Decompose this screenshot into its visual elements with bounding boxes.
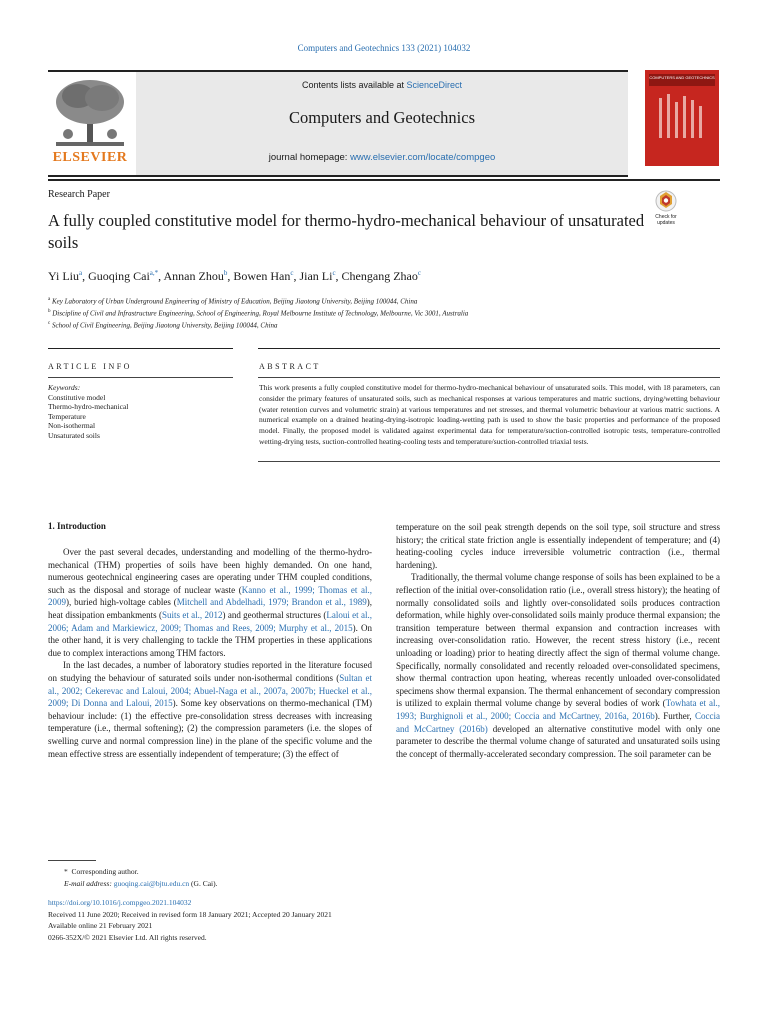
author[interactable]: Bowen Han$^c$, <box>233 269 300 283</box>
publisher-name: ELSEVIER <box>52 150 128 165</box>
contents-prefix: Contents lists available at <box>301 80 407 90</box>
homepage-prefix: journal homepage: <box>268 152 351 163</box>
text-run: Over the past several decades, understanding and modelling of the thermo-hydro-mechanical (THM) properties of soils have been highly demanded. On one hand, numerous geotechnical engineering cases are operating under THM coupled conditions, such as the disposal and storage of nuclear waste ( <box>48 547 372 595</box>
section-heading-introduction: 1. Introduction <box>48 521 106 531</box>
sciencedirect-link[interactable]: ScienceDirect <box>406 80 463 90</box>
author-list <box>48 269 421 284</box>
citation-link[interactable]: Kanno et al., 1999; Thomas et al., 2009 <box>48 584 372 608</box>
keyword: Unsaturated soils <box>48 430 100 440</box>
check-updates-label: Check for updates <box>655 214 677 226</box>
citation-link[interactable]: Towhata et al., 1993; Burghignoli et al., 2000; Coccia and McCartney, 2016a, 2016b <box>396 698 720 721</box>
citation-link[interactable]: Suits et al., 2012 <box>162 609 223 620</box>
email-label: E-mail address: <box>64 879 112 888</box>
cover-title: COMPUTERS AND GEOTECHNICS <box>649 75 715 80</box>
article-info-subrule <box>48 377 233 378</box>
keyword: Thermo-hydro-mechanical <box>48 402 129 411</box>
doi-link[interactable]: https://doi.org/10.1016/j.compgeo.2021.104032 <box>48 898 192 907</box>
corresponding-author-footnote <box>48 866 448 890</box>
homepage-line <box>136 152 628 163</box>
available-online: Available online 21 February 2021 <box>48 921 153 930</box>
journal-cover-image[interactable] <box>645 70 719 166</box>
text-run: ). Further, <box>654 710 695 721</box>
citation-link[interactable]: Sultan et al., 2002; Cekerevac and Laloui, 2004; Abuel-Naga et al., 2007a, 2007b; Hueckel et al., 2009; Di Donna and Laloui, 2015 <box>48 672 372 709</box>
affiliations <box>48 295 728 330</box>
paragraph <box>396 571 720 760</box>
check-updates-icon <box>646 190 686 214</box>
copyright: 0266-352X/© 2021 Elsevier Ltd. All rights reserved. <box>48 932 207 942</box>
text-run: Traditionally, the thermal volume change response of soils has been explained to be a reflection of the initial over-consolidation ratio (i.e., overall stress history); the heating of normally consolidated soils and lightly over-consolidated soils produces contraction deformation, while highly over-consolidated soils mainly produce thermal expansion; the transition temperature between thermal expansion and contraction increases with increasing over-consolidation ratio. However, the recent stress history (i.e., recent unloading or loading) prior to heating directly affect the sign of thermal volume change. Specifically, normally consolidated and recently reloaded over-consolidated specimens, show thermal contraction upon heating, whereas recently unloaded over-consolidated specimens show thermal expansion. The thermal enhancement of secondary compression is utilized to explain thermal volume change by several bodies of work ( <box>396 572 720 709</box>
text-run: developed an alternative constitutive model with only one parameter to describe the thermal volume change of saturated and unsaturated soils using the concept of thermally-accelerated secondary compression. The soil parameter can be <box>396 723 720 759</box>
journal-title: Computers and Geotechnics <box>288 108 476 127</box>
contents-line <box>136 80 628 90</box>
affiliation: $^c$ School of Civil Engineering, Beijing Jiaotong University, Beijing 100044, China <box>48 320 278 329</box>
text-run: ), heat dissipation embankments ( <box>48 597 372 620</box>
text-run: ), buried high-voltage cables ( <box>66 597 177 608</box>
check-for-updates-button[interactable] <box>646 190 686 236</box>
paragraph <box>48 659 372 760</box>
paragraph: temperature on the soil peak strength depends on the soil type, soil structure and stress history; the critical state friction angle is essentially independent of temperature; and (4) heating-cooling cycles induce irreversible volumetric contraction (i.e., thermal hardening). <box>396 522 720 570</box>
keyword: Non-isothermal <box>48 421 96 430</box>
article-info-rule <box>48 348 233 349</box>
keywords-list <box>48 383 233 440</box>
affiliation: $^b$ Discipline of Civil and Infrastructure Engineering, School of Engineering, Royal Melbourne Institute of Technology, Melbourne, Vic 3001, Australia <box>48 308 469 318</box>
journal-header <box>48 70 628 177</box>
author[interactable]: Chengang Zhao$^c$ <box>341 269 421 283</box>
email-line: E-mail address: guoqing.cai@bjtu.edu.cn (G. Cai). <box>64 879 218 888</box>
keyword: Constitutive model <box>48 392 106 402</box>
abstract-heading: ABSTRACT <box>259 362 321 371</box>
text-run: ). Some key observations on thermo-mechanical (TM) behaviour include: (1) the effective pre-consolidation stress decreases with increasing temperature (i.e., thermal softening); (2) the compression parameters (i.e. the slopes of swelling curve and normal compression line) in the plane of the specific volume and the mean effective stress are essentially independent of temperature; (3) the effect of <box>48 698 373 759</box>
header-divider <box>48 179 720 181</box>
text-run: ). On the other hand, it is very challenging to tackle the THM properties in these applications due to complex interactions among THM factors. <box>48 622 372 658</box>
abstract-bottom-rule <box>258 461 720 462</box>
email-link[interactable]: guoqing.cai@bjtu.edu.cn <box>113 879 190 888</box>
article-info-heading: ARTICLE INFO <box>48 362 132 371</box>
body-column-right <box>396 521 720 760</box>
author[interactable]: Annan Zhou$^b$, <box>163 269 234 283</box>
publication-info <box>48 897 548 943</box>
keyword: Temperature <box>48 411 86 421</box>
body-column-left <box>48 546 372 760</box>
received-dates: Received 11 June 2020; Received in revised form 18 January 2021; Accepted 20 January 2021 <box>48 909 332 919</box>
keywords-label: Keywords: <box>48 383 81 392</box>
journal-citation[interactable]: Computers and Geotechnics 133 (2021) 104032 <box>297 43 471 53</box>
text-run: ) and geothermal structures ( <box>222 609 327 620</box>
abstract-text: This work presents a fully coupled constitutive model for thermo-hydro-mechanical behaviour of unsaturated soils. This model, with 18 parameters, can consider the primary features of unsaturated soils, such as mechanical responses at various temperatures and matric suctions, drying/wetting behaviour (water retention curves and volumetric strain) at various temperatures and net stresses, and thermal volumetric behaviour at various matric suctions. A numerical example on a drained heating-drying-isotropic loading-wetting path is used to show the basic properties and performance of the proposed model. Finally, the proposed model is validated against experimental data for temperature/suction-controlled isotropic tests, temperature-controlled wetting-drying tests, suction-controlled heating-cooling tests and temperature/suction-controlled triaxial tests. <box>259 383 720 446</box>
author[interactable]: Yi Liu$^a$, <box>48 269 89 283</box>
author[interactable]: Guoqing Cai$^{a,*}$, <box>88 269 164 283</box>
citation-link[interactable]: Laloui et al., 2006; Adam and Markiewicz, 2009; Thomas and Rees, 2009; Murphy et al., 2015 <box>48 609 373 633</box>
affiliation: $^a$ Key Laboratory of Urban Underground Engineering of Ministry of Education, Beijing Jiaotong University, Beijing 100044, China <box>48 297 418 306</box>
paragraph <box>48 546 372 659</box>
article-title: A fully coupled constitutive model for thermo-hydro-mechanical behaviour of unsaturated soils <box>48 211 645 252</box>
header-bottom-rule <box>48 175 628 177</box>
citation-link[interactable]: Mitchell and Abdelhadi, 1979; Brandon et al., 1989 <box>176 597 367 608</box>
abstract-subrule <box>258 377 720 378</box>
abstract-rule <box>258 348 720 349</box>
journal-homepage-link[interactable]: www.elsevier.com/locate/compgeo <box>350 152 496 163</box>
article-type: Research Paper <box>48 189 110 200</box>
author[interactable]: Jian Li$^c$, <box>299 269 342 283</box>
footnote-rule <box>48 860 96 861</box>
text-run: In the last decades, a number of laboratory studies reported in the literature focused on studying the behaviour of saturated soils under non-isothermal conditions ( <box>48 660 372 683</box>
citation-link[interactable]: Coccia and McCartney (2016b) <box>396 710 720 734</box>
corresponding-author-note: * Corresponding author. <box>64 867 139 876</box>
